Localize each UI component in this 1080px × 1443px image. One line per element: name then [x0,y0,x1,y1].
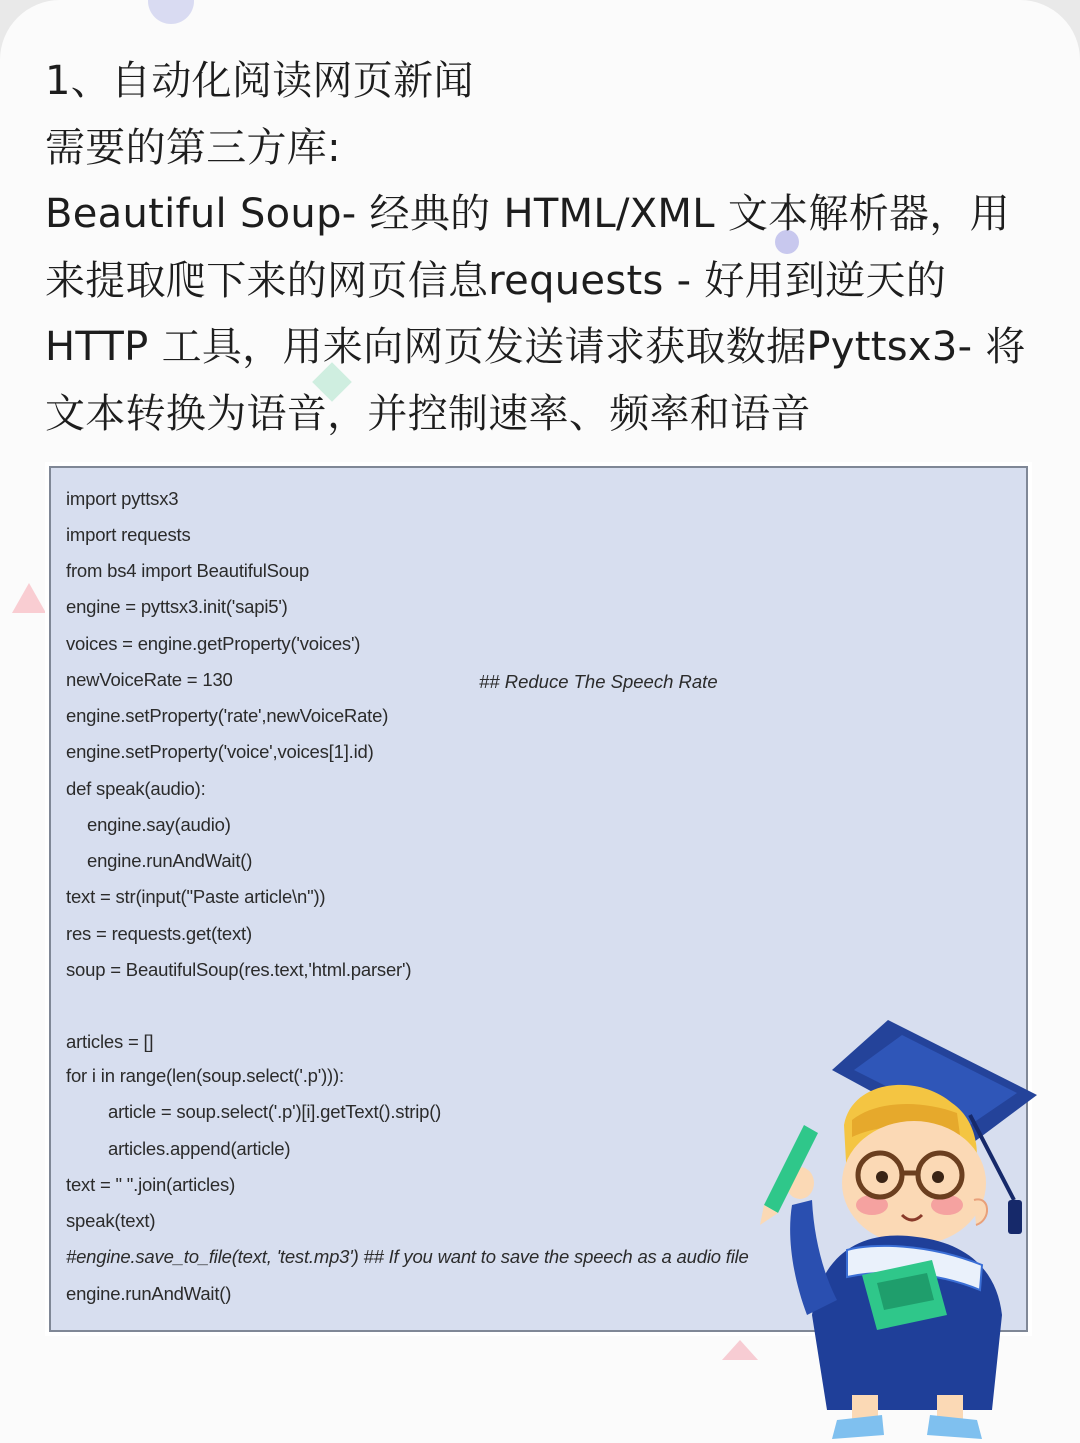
intro-line-desc-4: 文本转换为语音，并控制速率、频率和语音 [45,390,811,437]
graduate-student-illustration [752,1015,1052,1443]
code-line: engine.runAndWait() [66,1283,232,1304]
decorative-circle [148,0,194,24]
code-line: articles.append(article) [108,1138,291,1159]
code-line: import pyttsx3 [66,488,179,509]
intro-line-desc-3: HTTP 工具，用来向网页发送请求获取数据Pyttsx3- 将 [45,324,1026,370]
intro-line-title: 1、自动化阅读网页新闻 [45,58,474,104]
code-line: #engine.save_to_file(text, 'test.mp3') ## If you want to save the speech as a audio file [66,1246,749,1267]
code-line: engine.say(audio) [87,814,231,835]
code-line: engine.runAndWait() [87,850,253,871]
intro-line-libraries: 需要的第三方库: [45,124,341,171]
code-comment-rate: ## Reduce The Speech Rate [479,671,718,692]
code-line: speak(text) [66,1210,156,1231]
code-line: engine = pyttsx3.init('sapi5') [66,596,288,617]
code-line: articles = [] [66,1031,154,1052]
code-line: article = soup.select('.p')[i].getText().strip() [108,1101,442,1122]
code-line: res = requests.get(text) [66,923,252,944]
pen-icon [764,1125,818,1213]
code-line: voices = engine.getProperty('voices') [66,633,361,654]
code-line: newVoiceRate = 130 [66,669,233,690]
code-line: import requests [66,524,191,545]
code-line: text = " ".join(articles) [66,1174,236,1195]
code-line: engine.setProperty('voice',voices[1].id) [66,741,374,762]
code-line: soup = BeautifulSoup(res.text,'html.parser') [66,959,412,980]
intro-text [45,48,1050,447]
code-line: for i in range(len(soup.select('.p'))): [66,1065,344,1086]
code-line: text = str(input("Paste article\n")) [66,886,326,907]
intro-line-desc-2: 来提取爬下来的网页信息requests - 好用到逆天的 [45,257,947,304]
decorative-triangle-left [12,583,46,613]
code-line: from bs4 import BeautifulSoup [66,560,310,581]
code-line: def speak(audio): [66,778,206,799]
code-line: engine.setProperty('rate',newVoiceRate) [66,705,389,726]
intro-line-desc-1: Beautiful Soup- 经典的 HTML/XML 文本解析器，用 [45,191,1010,237]
